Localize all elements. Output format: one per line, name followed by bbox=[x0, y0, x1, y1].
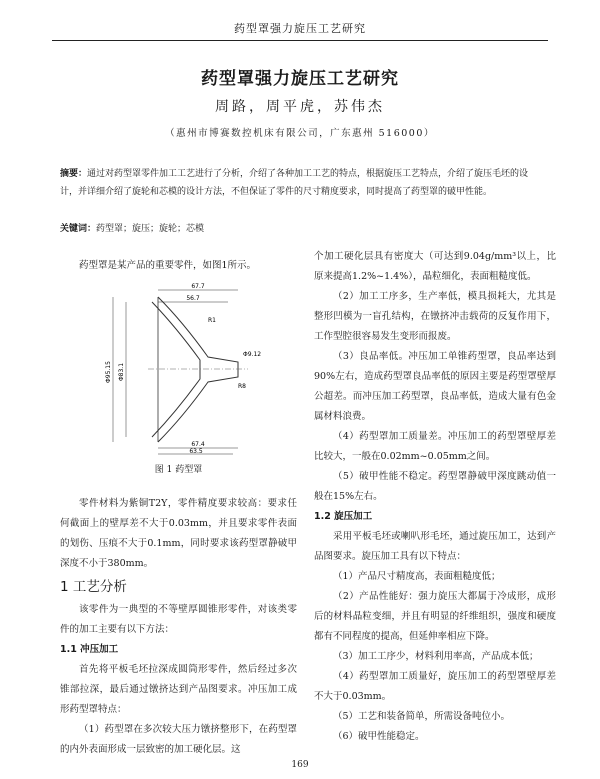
dim-bottom1: 67.4 bbox=[191, 441, 205, 448]
right-p4: （4）药型罩加工质量差。冲压加工的药型罩壁厚差比较大，一般在0.02mm~0.05mm之间。 bbox=[314, 431, 556, 462]
paper-title: 药型罩强力旋压工艺研究 bbox=[201, 69, 399, 89]
figure-1-drawing bbox=[88, 282, 288, 457]
dim-left1: Φ95.15 bbox=[105, 361, 112, 383]
dim-top1: 67.7 bbox=[191, 283, 205, 290]
dim-bottom2: 63.5 bbox=[189, 448, 203, 455]
sub12-item6: （6）破甲性能稳定。 bbox=[333, 731, 425, 742]
sub12-item4: （4）药型罩加工质量好，旋压加工的药型罩壁厚差不大于0.03mm。 bbox=[314, 671, 556, 702]
sub12-item1: （1）产品尺寸精度高，表面粗糙度低； bbox=[333, 571, 501, 582]
dim-left2: Φ83.1 bbox=[118, 362, 125, 382]
figure-caption: 图 1 药型罩 bbox=[154, 465, 203, 475]
dim-top2: 56.7 bbox=[186, 295, 200, 302]
keywords-text: 药型罩；旋压；旋轮；芯模 bbox=[96, 224, 205, 234]
dim-right1: Φ9.12 bbox=[243, 351, 262, 358]
sub12-item2: （2）产品性能好：强力旋压大都属于冷成形，成形后的材料晶粒变细，并且有明显的纤维组织，强度和硬度都有不同程度的提高，但延伸率相应下降。 bbox=[314, 591, 556, 642]
abstract-label: 摘要： bbox=[60, 169, 88, 179]
cone-inner-line bbox=[152, 302, 200, 437]
running-header: 药型罩强力旋压工艺研究 bbox=[52, 18, 548, 41]
right-p2: （2）加工工序多，生产率低，模具损耗大，尤其是整形凹模为一盲孔结构，在镦挤冲击载荷的反复作用下，工作型腔很容易发生变形而报废。 bbox=[314, 291, 556, 342]
page-number: 169 bbox=[291, 760, 309, 770]
right-p1: 个加工硬化层具有密度大（可达到9.04g/mm³以上，比原来提高1.2%~1.4%），晶粒细化，表面粗糙度低。 bbox=[314, 251, 556, 282]
right-column bbox=[314, 247, 556, 747]
authors: 周路，周平虎，苏伟杰 bbox=[215, 99, 385, 115]
keywords-label: 关键词： bbox=[60, 224, 97, 234]
left-body bbox=[60, 494, 297, 574]
section-1-heading: 1 工艺分析 bbox=[60, 579, 127, 595]
cone-outer-line bbox=[158, 297, 238, 442]
sub12-item3: （3）加工工序少，材料利用率高，产品成本低； bbox=[333, 651, 539, 662]
right-p3: （3）良品率低。冲压加工单锥药型罩，良品率达到90%左右，造成药型罩良品率低的原因主要是药型罩壁厚公超差。而冲压加工药型罩，良品率低，造成大量有色金属材料浪费。 bbox=[314, 351, 556, 422]
material-paragraph: 零件材料为紫铜T2Y，零件精度要求较高：要求任何截面上的壁厚差不大于0.03mm，并且要求零件表面的划伤、压痕不大于0.1mm，同时要求该药型罩静破甲深度不小于380mm。 bbox=[60, 498, 297, 569]
abstract-text: 通过对药型罩零件加工工艺进行了分析，介绍了各种加工工艺的特点，根据旋压工艺特点，介绍了旋压毛坯的设计，并详细介绍了旋轮和芯模的设计方法，不但保证了零件的尺寸精度要求，同时提高了药型罩的破甲性能。 bbox=[60, 169, 529, 197]
sub11-item1: （1）药型罩在多次较大压力镦挤整形下，在药型罩的内外表面形成一层致密的加工硬化层。这 bbox=[60, 724, 297, 755]
intro-paragraph: 药型罩是某产品的重要零件，如图1所示。 bbox=[79, 260, 257, 271]
sub11-paragraph: 首先将平板毛坯拉深成圆筒形零件，然后经过多次锥部拉深，最后通过镦挤达到产品图要求。冲压加工成形药型罩特点： bbox=[60, 664, 297, 715]
sub-1-1-heading: 1.1 冲压加工 bbox=[60, 644, 119, 655]
left-sec1 bbox=[60, 600, 297, 760]
dim-r8: R8 bbox=[238, 383, 246, 390]
sub-1-2-heading: 1.2 旋压加工 bbox=[314, 511, 373, 522]
dim-r: R1 bbox=[208, 317, 216, 324]
left-intro bbox=[60, 256, 297, 276]
sec1-paragraph: 该零件为一典型的不等壁厚圆锥形零件，对该类零件的加工主要有以下方法： bbox=[60, 604, 297, 635]
keywords bbox=[60, 221, 204, 234]
sub12-item5: （5）工艺和装备简单，所需设备吨位小。 bbox=[333, 711, 511, 722]
right-p5: （5）破甲性能不稳定。药型罩静破甲深度跳动值一般在15%左右。 bbox=[314, 471, 556, 502]
sub12-paragraph: 采用平板毛坯或喇叭形毛坯，通过旋压加工，达到产品图要求。旋压加工具有以下特点： bbox=[314, 531, 556, 562]
abstract bbox=[60, 165, 545, 201]
affiliation: （惠州市博赛数控机床有限公司，广东惠州 516000） bbox=[165, 128, 435, 139]
